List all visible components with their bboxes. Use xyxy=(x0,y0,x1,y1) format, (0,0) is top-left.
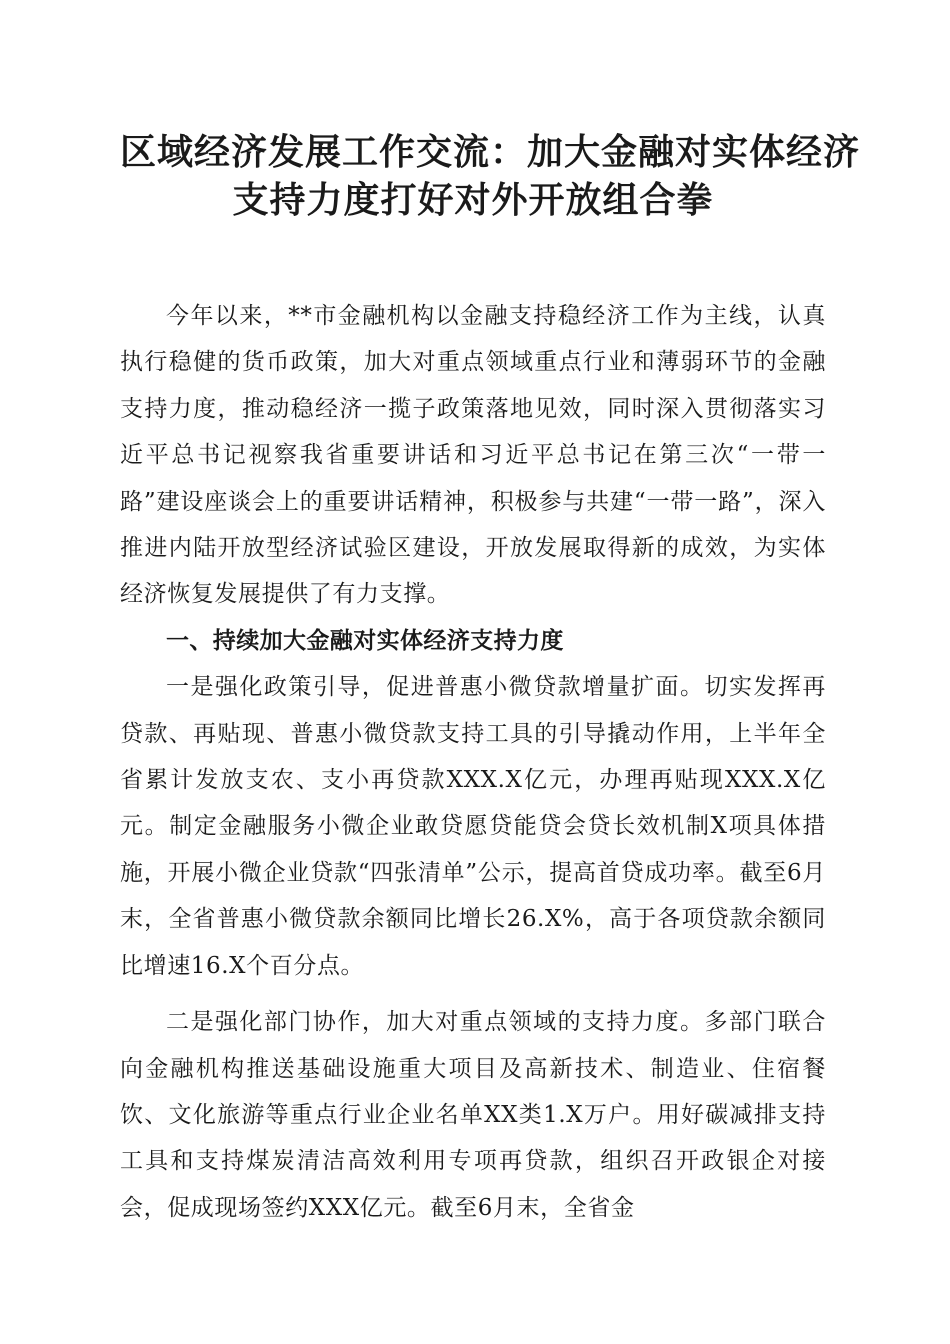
document-title xyxy=(120,128,861,224)
title-line-1: 区域经济发展工作交流：加大金融对实体经济 xyxy=(120,131,861,173)
section-heading-1: 一、持续加大金融对实体经济支持力度 xyxy=(166,627,564,654)
paragraph-gap xyxy=(120,989,826,999)
title-line-2: 支持力度打好对外开放组合拳 xyxy=(232,179,714,221)
document-body xyxy=(120,293,826,1231)
intro-paragraph: 今年以来，**市金融机构以金融支持稳经济工作为主线，认真执行稳健的货币政策，加大对重点领域重点行业和薄弱环节的金融支持力度，推动稳经济一揽子政策落地见效，同时深入贯彻落实习近平总书记视察我省重要讲话和习近平总书记在第三次“一带一路”建设座谈会上的重要讲话精神，积极参与共建“一带一路”，深入推进内陆开放型经济试验区建设，开放发展取得新的成效，为实体经济恢复发展提供了有力支撑。 xyxy=(120,303,826,608)
paragraph-department-coordination: 二是强化部门协作，加大对重点领域的支持力度。多部门联合向金融机构推送基础设施重大项目及高新技术、制造业、住宿餐饮、文化旅游等重点行业企业名单XX类1.X万户。用好碳减排支持工具和支持煤炭清洁高效利用专项再贷款，组织召开政银企对接会，促成现场签约XXX亿元。截至6月末，全省金 xyxy=(120,1009,826,1221)
document-page xyxy=(120,128,861,1231)
paragraph-policy-guidance: 一是强化政策引导，促进普惠小微贷款增量扩面。切实发挥再贷款、再贴现、普惠小微贷款支持工具的引导撬动作用，上半年全省累计发放支农、支小再贷款XXX.X亿元，办理再贴现XXX.X亿元。制定金融服务小微企业敢贷愿贷能贷会贷长效机制X项具体措施，开展小微企业贷款“四张清单”公示，提高首贷成功率。截至6月末，全省普惠小微贷款余额同比增长26.X%，高于各项贷款余额同比增速16.X个百分点。 xyxy=(120,674,826,979)
